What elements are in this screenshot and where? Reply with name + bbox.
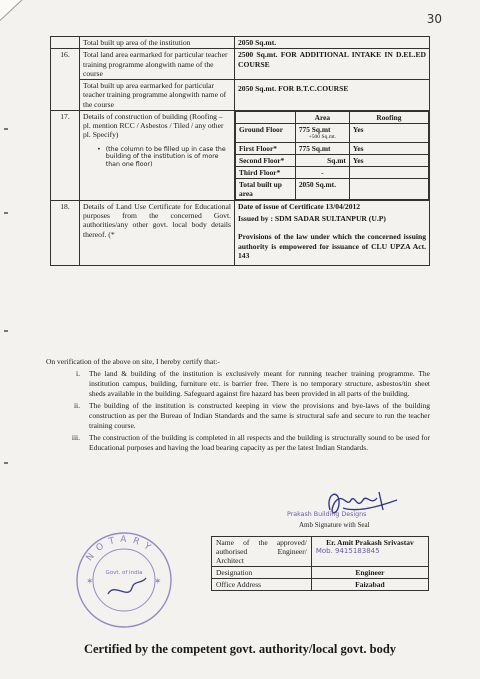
row-label: Details of Land Use Certificate for Educational purposes from the concerned Govt. authorities/any other govt. local body details thereof. (* [80,200,235,265]
svg-text:✶: ✶ [154,576,162,586]
floor-area: 775 Sq.mt [298,124,331,134]
floor-roofing [349,166,428,178]
margin-mark [4,330,8,332]
floor-name: First Floor* [236,142,296,154]
row-number: 18. [51,200,80,265]
row-label: Details of construction of building (Roofing – pl. mention RCC / Asbestos / Tiled / any other pl. Specify) [83,111,224,140]
table-row [51,49,430,80]
engineer-table [211,536,429,591]
footer-certification: Certified by the competent govt. authority/local govt. body [83,642,397,656]
row-label: Total built up area earmarked for particular teacher training programme alongwith name of the course [80,80,235,111]
table-row [51,80,430,111]
construction-header [236,111,429,123]
certification-item: i. The land & building of the institution is exclusively meant for running teacher training programme. The institution campus, building, furniture etc. is barrier free. There is no temporary structure, asbestos/tin sheet sheds available in the building. Safeguard against fire hazard has been provided in all parts of the building. [76,368,430,398]
stamp-ring-text: NOTARY [84,534,157,564]
certification-intro: On verification of the above on site, I hereby certify that:- [46,357,220,366]
table-row [51,200,430,265]
certificate-date: Date of issue of Certificate 13/04/2012 [238,201,361,211]
details-table [50,36,430,266]
engineer-name: Er. Amit Prakash Srivastav [326,538,414,547]
engineer-address: Faizabad [311,579,428,591]
row-value: 2500 Sq.mt. FOR ADDITIONAL INTAKE IN D.EL.ED COURSE [235,49,430,80]
row-number: 17. [51,110,80,200]
table-row [51,37,430,49]
row-number: 16. [51,49,80,111]
floor-roofing [349,178,428,199]
law-provisions: Provisions of the law under which the concerned issuing authority is empowered for issuance of CLU UPZA Act. 143 [238,232,426,260]
margin-mark [4,212,8,214]
table-row [212,537,429,567]
floor-name: Third Floor* [236,166,296,178]
engineer-label: Office Address [212,579,312,591]
row-label: Total built up area of the institution [80,37,235,49]
construction-table [235,111,429,200]
signature-caption: Amb Signature with Seal [299,521,370,529]
floor-name: Ground Floor [236,123,296,142]
floor-row [236,154,429,166]
svg-text:✶: ✶ [86,576,94,586]
bullet-icon: • [97,145,101,153]
floor-name: Second Floor* [236,154,296,166]
mobile-number: Mob. 9415183845 [315,547,380,555]
seal-line: Prakash Building Designs [287,511,367,518]
floor-row [236,178,429,199]
table-row [51,110,430,200]
row-value: 2050 Sq.mt. [235,37,430,49]
floor-roofing: Yes [349,142,428,154]
certification-item: iii. The construction of the building is completed in all respects and the building is structurally sound to be used for Educational purposes and having the load bearing capacity as per the latest Indian Standards. [71,432,430,452]
area-note: +500 Sq.mt. [308,133,337,140]
notary-stamp [72,528,176,632]
certification-section [46,357,430,453]
issued-by: Issued by : SDM SADAR SULTANPUR (U.P) [238,214,386,224]
table-row [212,567,429,579]
engineer-label: Designation [212,567,312,579]
floor-row [236,166,429,178]
page-number: 30 [426,12,442,26]
margin-mark [4,462,8,464]
floor-area: 775 Sq.mt [295,142,349,154]
floor-roofing: Yes [349,154,428,166]
area-header: Area [295,111,349,123]
floor-name: Total built up area [236,178,296,199]
engineer-designation: Engineer [311,567,428,579]
engineer-signature [285,488,435,534]
row-value: 2050 Sq.mt. FOR B.T.C.COURSE [235,80,430,111]
certification-item: ii. The building of the institution is constructed keeping in view the provisions and bye-laws of the building construction as per the Bureau of Indian Standards and the same is structural safe and secure to run the teacher training course. [73,400,430,430]
margin-mark [4,128,8,130]
floor-note: • (the column to be filled up in case the building of the institution is of more than one floor) [97,145,226,168]
engineer-label: Name of the approved/ authorised Engineer/ Architect [212,537,312,567]
floor-area: 2050 Sq.mt. [295,178,349,199]
table-row [212,579,429,591]
row-label: Total land area earmarked for particular teacher training programme alongwith name of the course [80,49,235,80]
floor-area: - [295,166,349,178]
floor-roofing: Yes [349,123,428,142]
stamp-inner-text: Govt. of India [105,570,143,576]
roofing-header: Roofing [349,111,428,123]
floor-area: Sq.mt [295,154,349,166]
floor-row [236,123,429,142]
floor-row [236,142,429,154]
